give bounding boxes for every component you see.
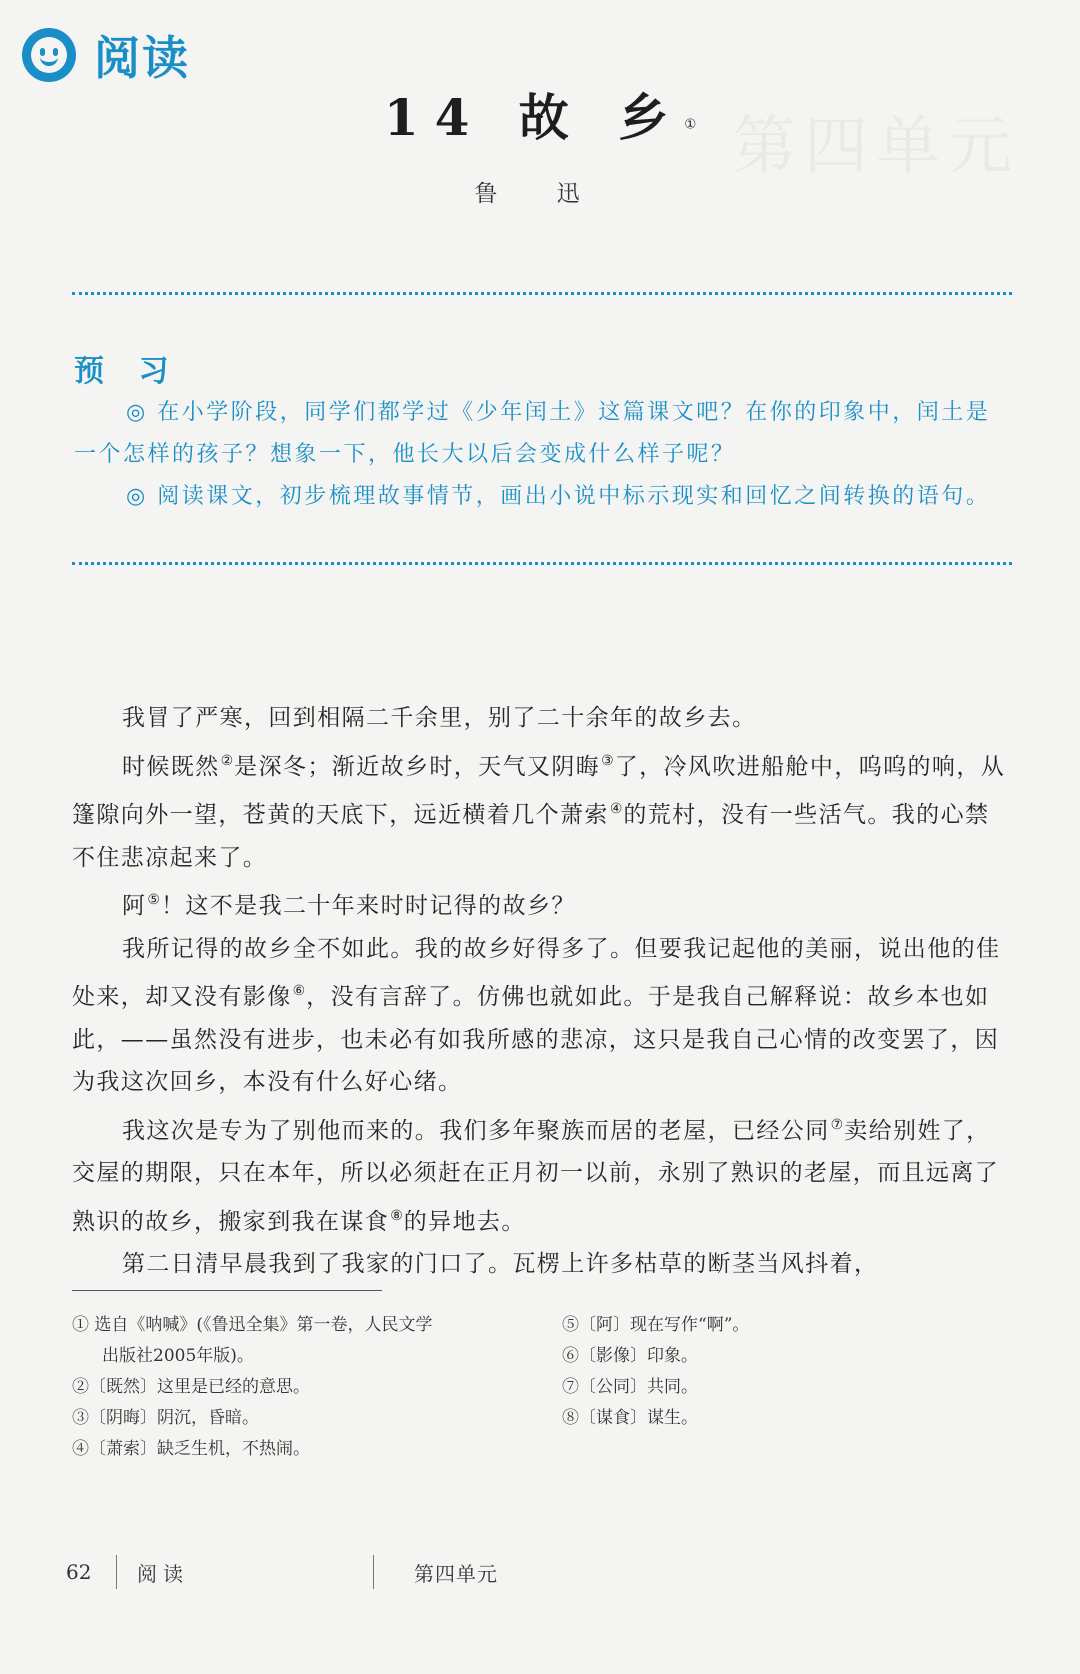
footnote-ref: ⑧ (390, 1207, 403, 1224)
paragraph: 第二日清早晨我到了我家的门口了。瓦楞上许多枯草的断茎当风抖着， (122, 1251, 879, 1277)
paragraph: 阿⑤！这不是我二十年来时时记得的故乡？ (122, 892, 576, 919)
preview-item: ◎ 阅读课文，初步梳理故事情节，画出小说中标示现实和回忆之间转换的语句。 (126, 484, 991, 509)
preview-heading: 预 习 (74, 354, 181, 389)
footer-divider (373, 1555, 374, 1589)
section-title: 阅读 (94, 31, 190, 85)
footnote-item: 出版社2005年版)。 (102, 1346, 254, 1366)
footnote-ref: ③ (601, 752, 614, 769)
footnote-ref: ④ (609, 801, 623, 817)
paragraph: 我这次是专为了别他而来的。我们多年聚族而居的老屋，已经公同⑦卖给别姓了，交屋的期限，只在本年，所以必须赶在正月初一以前，永别了熟识的老屋，而且远离了熟识的故乡，搬家到我在谋食⑧的异地去。 (72, 1116, 1000, 1235)
preview-item: ◎ 在小学阶段，同学们都学过《少年闰土》这篇课文吧？在你的印象中，闰土是一个怎样的孩子？想象一下，他长大以后会变成什么样子呢？ (74, 400, 991, 467)
footnote-item: ⑦〔公同〕共同。 (562, 1377, 698, 1397)
footnote-ref: ② (220, 752, 234, 769)
footnote-ref: ⑤ (147, 892, 160, 908)
footnote-ref: ⑦ (830, 1116, 844, 1133)
lesson-title: 14 故 乡 (383, 88, 685, 147)
page-footer (66, 1555, 498, 1589)
smiley-face-icon (22, 28, 76, 82)
footer-divider (116, 1555, 117, 1589)
footnote-item: ④〔萧索〕缺乏生机，不热闹。 (72, 1439, 310, 1459)
paragraph: 我冒了严寒，回到相隔二千余里，别了二十余年的故乡去。 (122, 705, 757, 731)
title-footnote-marker: ① (684, 117, 697, 133)
paragraph: 时候既然②是深冬；渐近故乡时，天气又阴晦③了，冷风吹进船舱中，呜呜的响，从篷隙向外一望，苍黄的天底下，远近横着几个萧索④的荒村，没有一些活气。我的心禁不住悲凉起来了。 (72, 752, 1006, 871)
preview-box (74, 392, 1010, 518)
paragraph: 我所记得的故乡全不如此。我的故乡好得多了。但要我记起他的美丽，说出他的佳处来，却又没有影像⑥，没有言辞了。仿佛也就如此。于是我自己解释说：故乡本也如此，——虽然没有进步，也未必有如我所感的悲凉，这只是我自己心情的改变罢了，因为我这次回乡，本没有什么好心绪。 (72, 935, 1001, 1095)
footer-section: 阅读 (137, 1561, 189, 1586)
footnote-item: ②〔既然〕这里是已经的意思。 (72, 1377, 310, 1397)
footnote-item: ⑤〔阿〕现在写作“啊”。 (562, 1315, 750, 1335)
footnote-item: ⑥〔影像〕印象。 (562, 1346, 698, 1366)
body-text (72, 697, 1010, 1286)
divider-top (72, 292, 1012, 295)
footnote-rule (72, 1290, 382, 1291)
footnote-item: ⑧〔谋食〕谋生。 (562, 1408, 698, 1428)
footnotes-right (562, 1310, 1002, 1434)
footnote-ref: ⑥ (292, 983, 306, 999)
footnote-item: ③〔阴晦〕阴沉，昏暗。 (72, 1408, 259, 1428)
footnote-item: ① 选自《呐喊》(《鲁迅全集》第一卷，人民文学 (72, 1315, 433, 1335)
author-name: 鲁 迅 (474, 181, 606, 207)
author-block (0, 175, 1080, 208)
divider-bottom (72, 562, 1012, 565)
page-number: 62 (66, 1560, 92, 1584)
bleed-through-text: 第四单元 (732, 110, 1020, 184)
footer-unit: 第四单元 (414, 1561, 498, 1586)
lesson-title-block (0, 78, 1080, 150)
footnotes-left (72, 1310, 532, 1465)
